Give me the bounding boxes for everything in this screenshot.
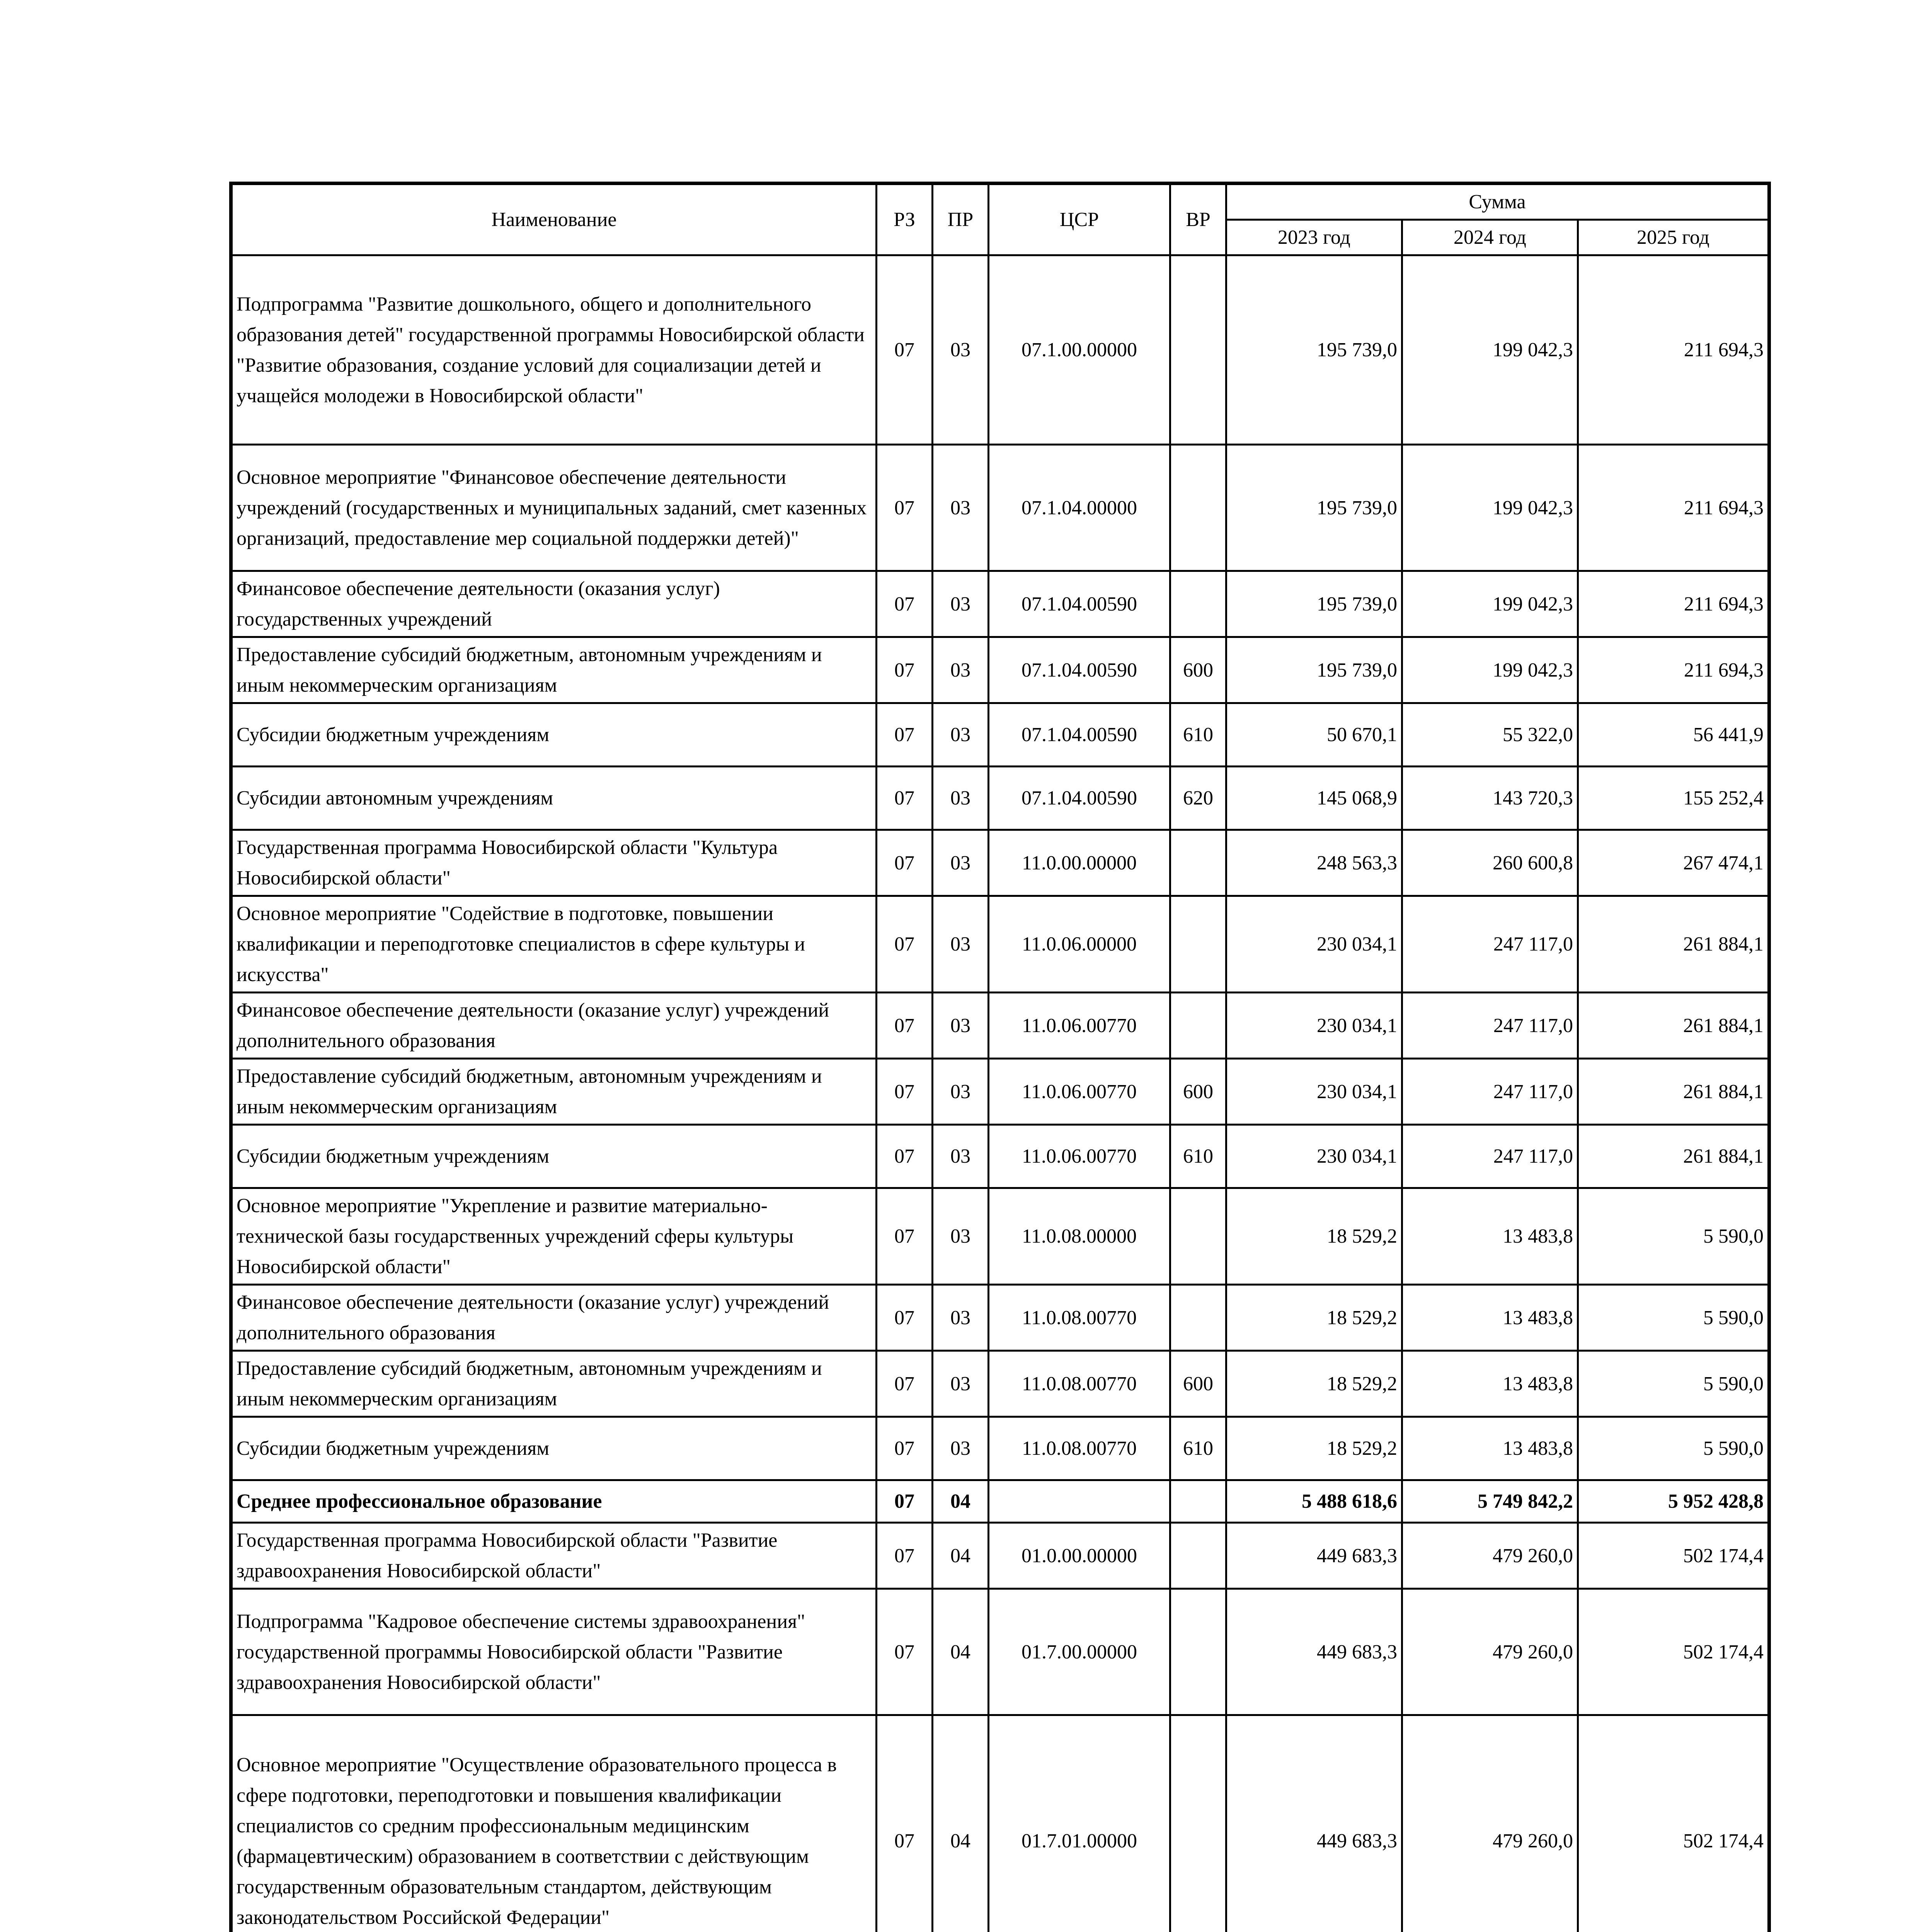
header-sum: Сумма [1226,184,1769,220]
row-csr [989,1480,1170,1523]
row-name: Предоставление субсидий бюджетным, автономным учреждениям и иным некоммерческим организациям [231,1351,877,1417]
header-pr: ПР [933,184,989,255]
row-vr [1170,1715,1226,1932]
row-pr: 03 [933,571,989,637]
row-pr: 03 [933,830,989,896]
row-2024: 13 483,8 [1402,1188,1578,1285]
row-name: Финансовое обеспечение деятельности (оказание услуг) учреждений дополнительного образования [231,993,877,1059]
row-pr: 03 [933,896,989,993]
table-row [231,571,1769,637]
row-2025: 267 474,1 [1578,830,1769,896]
row-2023: 195 739,0 [1226,571,1402,637]
row-2024: 55 322,0 [1402,703,1578,767]
row-2023: 18 529,2 [1226,1285,1402,1351]
row-vr: 620 [1170,767,1226,830]
table-row [231,445,1769,571]
row-name: Государственная программа Новосибирской области "Культура Новосибирской области" [231,830,877,896]
row-2024: 479 260,0 [1402,1715,1578,1932]
row-csr: 07.1.04.00590 [989,637,1170,703]
row-name: Субсидии бюджетным учреждениям [231,1125,877,1188]
row-2023: 18 529,2 [1226,1417,1402,1480]
row-2025: 5 952 428,8 [1578,1480,1769,1523]
row-2024: 5 749 842,2 [1402,1480,1578,1523]
row-csr: 11.0.00.00000 [989,830,1170,896]
row-pr: 03 [933,1125,989,1188]
row-rz: 07 [877,1417,933,1480]
row-2023: 449 683,3 [1226,1589,1402,1715]
row-2025: 56 441,9 [1578,703,1769,767]
row-rz: 07 [877,637,933,703]
row-csr: 07.1.04.00590 [989,703,1170,767]
row-vr [1170,1285,1226,1351]
row-rz: 07 [877,703,933,767]
table-row [231,1523,1769,1589]
row-rz: 07 [877,896,933,993]
header-year-2024: 2024 год [1402,220,1578,255]
row-2025: 5 590,0 [1578,1285,1769,1351]
table-row [231,1417,1769,1480]
row-pr: 03 [933,1285,989,1351]
row-vr [1170,1589,1226,1715]
table-row [231,1480,1769,1523]
row-2024: 479 260,0 [1402,1523,1578,1589]
row-2025: 5 590,0 [1578,1188,1769,1285]
row-2024: 199 042,3 [1402,255,1578,445]
row-vr [1170,445,1226,571]
row-2023: 248 563,3 [1226,830,1402,896]
table-row [231,1059,1769,1125]
row-name: Субсидии бюджетным учреждениям [231,703,877,767]
row-pr: 03 [933,445,989,571]
row-2024: 199 042,3 [1402,571,1578,637]
row-rz: 07 [877,993,933,1059]
table-row [231,1715,1769,1932]
row-name: Субсидии автономным учреждениям [231,767,877,830]
row-vr [1170,896,1226,993]
row-pr: 03 [933,993,989,1059]
row-rz: 07 [877,1589,933,1715]
row-rz: 07 [877,767,933,830]
row-2025: 211 694,3 [1578,255,1769,445]
table-row [231,255,1769,445]
row-vr [1170,571,1226,637]
row-2023: 195 739,0 [1226,255,1402,445]
row-vr: 600 [1170,637,1226,703]
row-csr: 01.7.01.00000 [989,1715,1170,1932]
row-2025: 261 884,1 [1578,993,1769,1059]
row-name: Основное мероприятие "Укрепление и развитие материально-технической базы государственных учреждений сферы культуры Новосибирской области" [231,1188,877,1285]
row-2023: 449 683,3 [1226,1523,1402,1589]
row-csr: 01.0.00.00000 [989,1523,1170,1589]
table-row [231,1125,1769,1188]
row-2024: 260 600,8 [1402,830,1578,896]
row-vr [1170,1523,1226,1589]
row-2023: 50 670,1 [1226,703,1402,767]
row-2024: 247 117,0 [1402,1059,1578,1125]
row-2023: 195 739,0 [1226,445,1402,571]
row-csr: 01.7.00.00000 [989,1589,1170,1715]
table-row [231,703,1769,767]
row-2025: 211 694,3 [1578,571,1769,637]
row-rz: 07 [877,445,933,571]
row-2024: 247 117,0 [1402,896,1578,993]
row-2024: 247 117,0 [1402,993,1578,1059]
header-name: Наименование [231,184,877,255]
table-row [231,896,1769,993]
row-vr [1170,1480,1226,1523]
row-rz: 07 [877,1523,933,1589]
row-2023: 18 529,2 [1226,1188,1402,1285]
row-2025: 502 174,4 [1578,1523,1769,1589]
row-pr: 04 [933,1480,989,1523]
row-vr: 610 [1170,703,1226,767]
row-csr: 07.1.04.00590 [989,767,1170,830]
row-name: Подпрограмма "Развитие дошкольного, общего и дополнительного образования детей" государственной программы Новосибирской области "Развитие образования, создание условий для социализации детей и учащейся молодежи в Новосибирской области" [231,255,877,445]
row-csr: 07.1.00.00000 [989,255,1170,445]
row-vr: 600 [1170,1351,1226,1417]
row-2025: 502 174,4 [1578,1589,1769,1715]
row-2024: 199 042,3 [1402,637,1578,703]
row-name: Предоставление субсидий бюджетным, автономным учреждениям и иным некоммерческим организациям [231,637,877,703]
row-2025: 261 884,1 [1578,1059,1769,1125]
row-2025: 211 694,3 [1578,445,1769,571]
row-vr: 600 [1170,1059,1226,1125]
row-csr: 11.0.06.00770 [989,993,1170,1059]
row-pr: 03 [933,637,989,703]
row-csr: 11.0.08.00000 [989,1188,1170,1285]
row-2023: 230 034,1 [1226,896,1402,993]
row-pr: 03 [933,1188,989,1285]
row-2024: 13 483,8 [1402,1285,1578,1351]
row-name: Финансовое обеспечение деятельности (оказания услуг) государственных учреждений [231,571,877,637]
row-vr [1170,255,1226,445]
row-2023: 18 529,2 [1226,1351,1402,1417]
header-row [231,184,1769,220]
row-csr: 11.0.06.00770 [989,1125,1170,1188]
row-rz: 07 [877,571,933,637]
row-pr: 03 [933,1059,989,1125]
row-name: Основное мероприятие "Финансовое обеспечение деятельности учреждений (государственных и муниципальных заданий, смет казенных организаций, предоставление мер социальной поддержки детей)" [231,445,877,571]
table-row [231,637,1769,703]
row-rz: 07 [877,1059,933,1125]
table-row [231,1351,1769,1417]
row-name: Среднее профессиональное образование [231,1480,877,1523]
row-pr: 04 [933,1715,989,1932]
row-2024: 199 042,3 [1402,445,1578,571]
row-rz: 07 [877,1188,933,1285]
row-rz: 07 [877,830,933,896]
row-2023: 230 034,1 [1226,1125,1402,1188]
row-name: Основное мероприятие "Содействие в подготовке, повышении квалификации и переподготовке специалистов в сфере культуры и искусства" [231,896,877,993]
row-2023: 449 683,3 [1226,1715,1402,1932]
row-2024: 247 117,0 [1402,1125,1578,1188]
row-pr: 03 [933,1351,989,1417]
table-row [231,1188,1769,1285]
row-2024: 479 260,0 [1402,1589,1578,1715]
row-2023: 145 068,9 [1226,767,1402,830]
row-name: Основное мероприятие "Осуществление образовательного процесса в сфере подготовки, переподготовки и повышения квалификации специалистов со средним профессиональным медицинским (фармацевтическим) образованием в соответствии с действующим государственным образовательным стандартом, действующим законодательством Российской Федерации" [231,1715,877,1932]
row-rz: 07 [877,255,933,445]
table-row [231,1285,1769,1351]
row-2025: 155 252,4 [1578,767,1769,830]
row-2024: 13 483,8 [1402,1351,1578,1417]
row-vr: 610 [1170,1125,1226,1188]
row-name: Подпрограмма "Кадровое обеспечение системы здравоохранения" государственной программы Новосибирской области "Развитие здравоохранения Новосибирской области" [231,1589,877,1715]
row-pr: 03 [933,1417,989,1480]
row-csr: 11.0.08.00770 [989,1417,1170,1480]
row-csr: 07.1.04.00590 [989,571,1170,637]
table-row [231,767,1769,830]
table-row [231,993,1769,1059]
row-name: Государственная программа Новосибирской области "Развитие здравоохранения Новосибирской области" [231,1523,877,1589]
row-2023: 230 034,1 [1226,993,1402,1059]
row-2025: 5 590,0 [1578,1351,1769,1417]
header-year-2023: 2023 год [1226,220,1402,255]
row-csr: 11.0.06.00000 [989,896,1170,993]
row-csr: 07.1.04.00000 [989,445,1170,571]
row-vr [1170,830,1226,896]
row-name: Предоставление субсидий бюджетным, автономным учреждениям и иным некоммерческим организациям [231,1059,877,1125]
row-pr: 03 [933,767,989,830]
row-2024: 13 483,8 [1402,1417,1578,1480]
row-vr [1170,993,1226,1059]
row-2023: 5 488 618,6 [1226,1480,1402,1523]
row-rz: 07 [877,1715,933,1932]
row-rz: 07 [877,1351,933,1417]
budget-table [229,182,1771,1932]
table-body [231,255,1769,1932]
row-name: Субсидии бюджетным учреждениям [231,1417,877,1480]
row-2024: 143 720,3 [1402,767,1578,830]
row-pr: 04 [933,1523,989,1589]
row-2023: 195 739,0 [1226,637,1402,703]
row-rz: 07 [877,1480,933,1523]
row-2025: 5 590,0 [1578,1417,1769,1480]
table-row [231,1589,1769,1715]
row-rz: 07 [877,1125,933,1188]
row-2025: 502 174,4 [1578,1715,1769,1932]
row-pr: 03 [933,703,989,767]
row-csr: 11.0.06.00770 [989,1059,1170,1125]
header-year-2025: 2025 год [1578,220,1769,255]
row-vr: 610 [1170,1417,1226,1480]
header-rz: РЗ [877,184,933,255]
row-pr: 03 [933,255,989,445]
row-rz: 07 [877,1285,933,1351]
row-csr: 11.0.08.00770 [989,1351,1170,1417]
row-2025: 261 884,1 [1578,896,1769,993]
row-pr: 04 [933,1589,989,1715]
header-vr: ВР [1170,184,1226,255]
header-csr: ЦСР [989,184,1170,255]
row-csr: 11.0.08.00770 [989,1285,1170,1351]
row-2025: 211 694,3 [1578,637,1769,703]
row-name: Финансовое обеспечение деятельности (оказание услуг) учреждений дополнительного образования [231,1285,877,1351]
table-row [231,830,1769,896]
row-2023: 230 034,1 [1226,1059,1402,1125]
row-2025: 261 884,1 [1578,1125,1769,1188]
row-vr [1170,1188,1226,1285]
